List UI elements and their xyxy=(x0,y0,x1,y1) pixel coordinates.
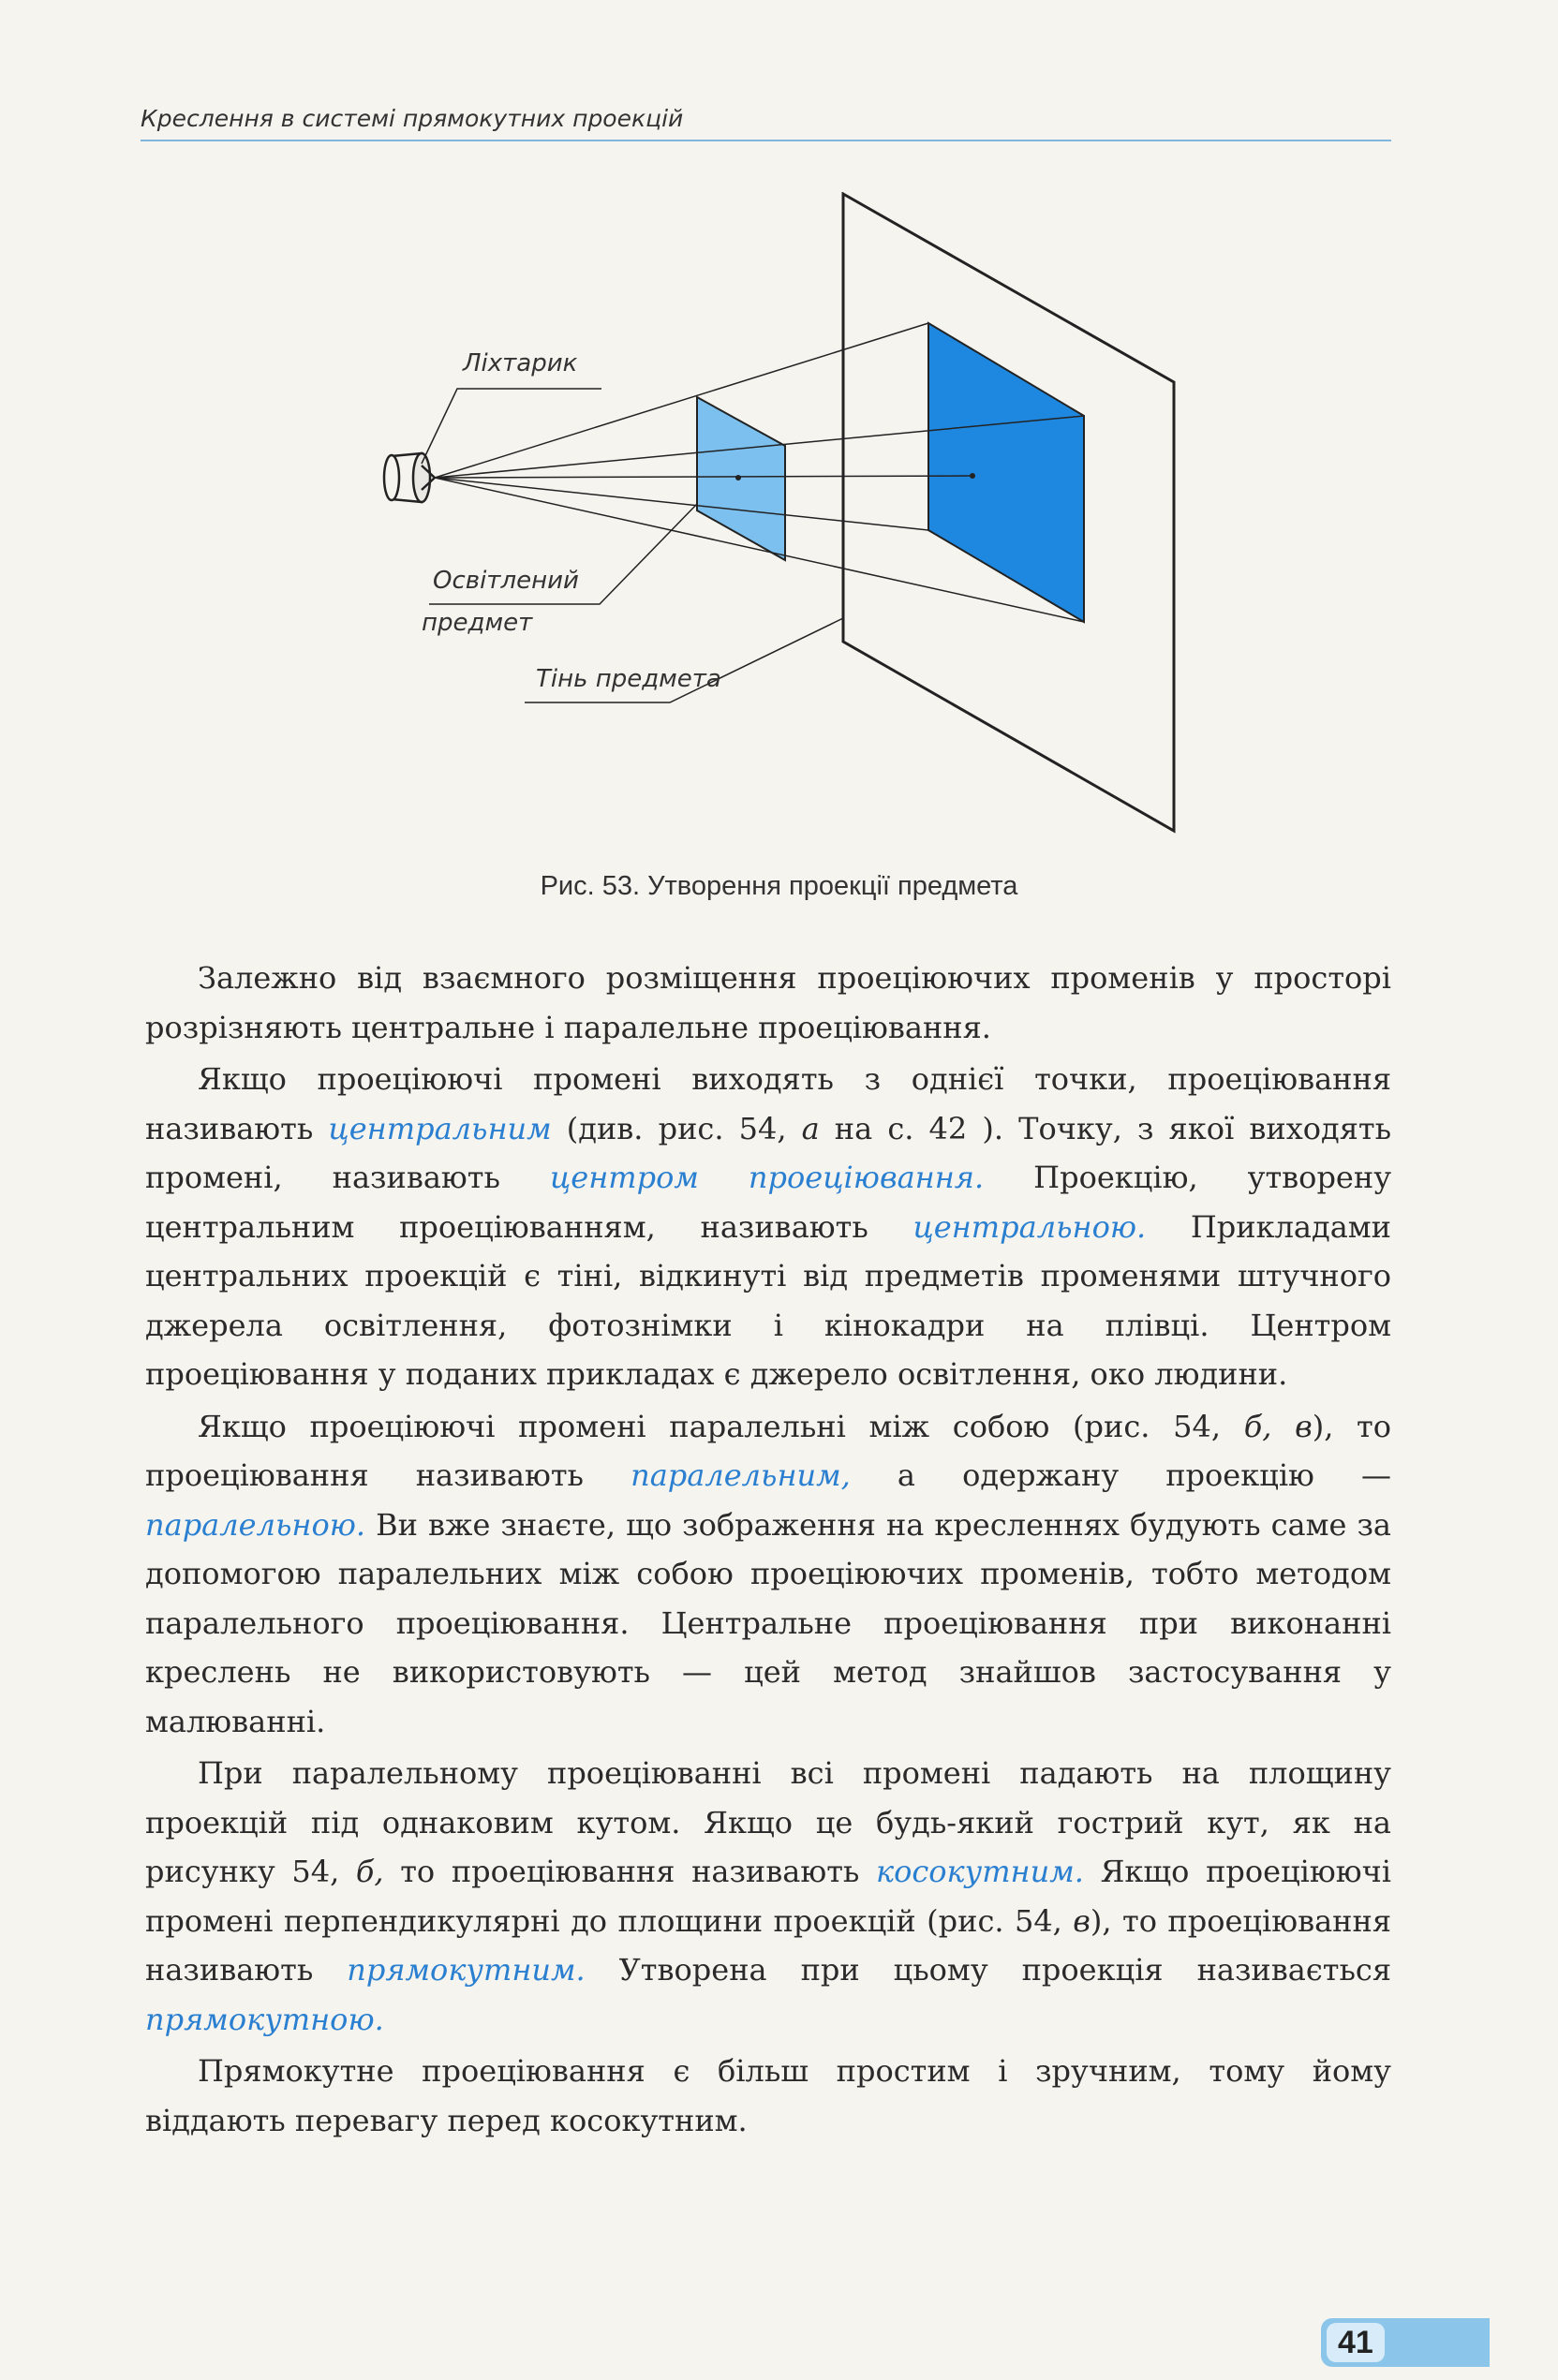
paragraph-2: Якщо проеціюючі промені виходять з однієї точки, проеціювання називають центральним (див. рис. 54, а на с. 42 ). Точку, з якої виходять промені, називають центром проеціювання. Проекцію, утворену центральним проеціюванням, називають центральною. Прикладами центральних проекцій є тіні, відкинуті від предметів променями штучного джерела освітлення, фотознімки і кінокадри на плівці. Центром проеціювання у поданих прикладах є джерело освітлення, око людини. xyxy=(145,1061,1392,1392)
figure-53 xyxy=(337,192,1237,866)
label-illuminated-object: Освітлений xyxy=(433,567,579,595)
paragraph-1: Залежно від взаємного розміщення проеціюючих променів у просторі розрізняють центральне і паралельне проеціювання. xyxy=(145,960,1391,1045)
paragraph-5: Прямокутне проеціювання є більш простим і зручним, тому йому віддають перевагу перед косокутним. xyxy=(145,2053,1391,2138)
object-rectangle xyxy=(697,397,785,560)
label-shadow: Тінь предмета xyxy=(536,665,721,693)
flashlight-icon xyxy=(384,453,435,502)
figure-caption: Рис. 53. Утворення проекції предмета xyxy=(540,871,1018,901)
shadow-rectangle xyxy=(928,323,1084,622)
term-orthogonal-projection: прямокутною. xyxy=(145,2001,384,2037)
label-illuminated-object-2: предмет xyxy=(422,609,533,637)
paragraph-4: При паралельному проеціюванні всі промені падають на площину проекцій під однаковим кутом. Якщо це будь-який гострий кут, як на рисунку 54, б, то проеціювання називають косокутним. Якщо проеціюючі промені перпендикулярні до площини проекцій (рис. 54, в), то проеціювання називають прямокутним. Утворена при цьому проекція називається прямокутною. xyxy=(145,1755,1392,2037)
term-parallel-projection: паралельною. xyxy=(145,1506,366,1543)
term-central-projection: центральною. xyxy=(913,1208,1147,1245)
shadow-center-point xyxy=(970,473,975,479)
label-flashlight: Ліхтарик xyxy=(463,349,578,377)
running-header-title: Креслення в системі прямокутних проекцій xyxy=(141,105,684,132)
term-oblique: косокутним. xyxy=(875,1854,1084,1889)
body-text xyxy=(145,953,1391,2148)
projection-diagram xyxy=(337,192,1237,866)
object-center-point xyxy=(735,475,741,480)
term-parallel: паралельним, xyxy=(631,1457,851,1493)
term-orthogonal: прямокутним. xyxy=(347,1952,586,1988)
running-header xyxy=(141,105,1391,141)
term-central: центральним xyxy=(328,1110,552,1146)
paragraph-3: Якщо проеціюючі промені паралельні між собою (рис. 54, б, в), то проеціювання називають паралельним, а одержану проекцію — паралельною. Ви вже знаєте, що зображення на кресленнях будують саме за допомогою паралельних між собою проеціюючих променів, тобто методом паралельного проеціювання. Центральне проеціювання при виконанні креслень не використовують — цей метод знайшов застосування у малюванні. xyxy=(145,1408,1392,1739)
page-number: 41 xyxy=(1327,2323,1385,2362)
term-projection-center: центром проеціювання. xyxy=(549,1160,985,1195)
page-number-tab xyxy=(1321,2318,1490,2367)
